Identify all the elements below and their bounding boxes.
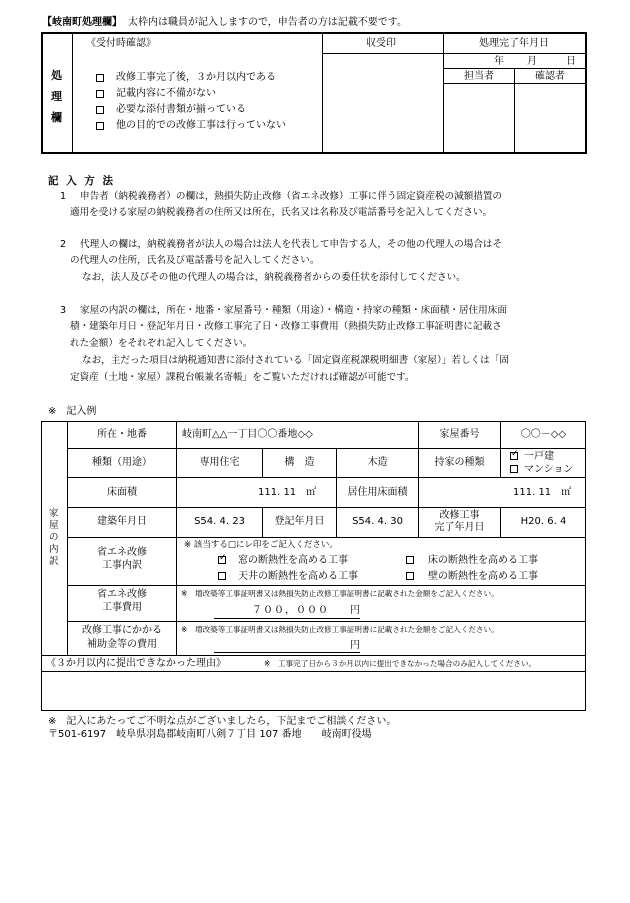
completion-date-label: 処理完了年月日 [479, 38, 549, 49]
ceiling-insulation-label: 天井の断熱性を高める工事 [238, 571, 358, 582]
house-number-value: 〇〇－◇◇ [520, 429, 567, 440]
eco-detail-label-2: 工事内訳 [102, 560, 142, 571]
own-type-condo-checkbox[interactable] [510, 465, 518, 473]
own-type-detached-checkbox[interactable] [510, 452, 518, 460]
eco-cost-value: ７００，０００ [252, 605, 329, 616]
structure-value: 木造 [367, 457, 388, 468]
processing-section-note: 太枠内は職員が記入しますので，申告者の方は記載不要です。 [128, 17, 407, 28]
instruction-2-line-1: 代理人の欄は，納税義務者が法人の場合は法人を代表して申告する人，その他の代理人の場合はそ [80, 239, 503, 250]
registration-date-label: 登記年月日 [274, 516, 325, 527]
ceiling-insulation-checkbox[interactable] [218, 572, 226, 580]
instruction-1-number: 1 [60, 191, 67, 202]
instruction-2-line-2: の代理人の住所，氏名及び電話番号を記入してください。 [70, 255, 320, 266]
wall-insulation-checkbox[interactable] [406, 572, 414, 580]
residential-floor-area-value: 111. 11 ㎡ [513, 487, 572, 498]
house-breakdown-label-4: 内 [49, 544, 59, 555]
eco-cost-note: ※ 増改築等工事証明書又は熱損失防止改修工事証明書に記載された金額をご記入ください。 [181, 589, 499, 598]
completion-date-label-1: 改修工事 [439, 510, 480, 521]
example-title: ※ 記入例 [48, 406, 97, 417]
instruction-3-line-5: 定資産（土地・家屋）課税台帳兼名寄帳」をご覧いただければ確認が可能です。 [70, 372, 415, 383]
instruction-3-number: 3 [60, 305, 67, 316]
late-reason-note: ※ 工事完了日から３か月以内に提出できなかった場合のみ記入してください。 [264, 659, 537, 668]
wall-insulation-label: 壁の断熱性を高める工事 [428, 571, 538, 582]
check-label-1: 改修工事完了後，３か月以内である [116, 72, 276, 83]
subsidy-label-1: 改修工事にかかる [82, 625, 162, 636]
date-month-label: 月 [527, 56, 537, 67]
check-label-3: 必要な添付書類が揃っている [116, 104, 246, 115]
subsidy-yen: 円 [350, 640, 360, 651]
built-date-label: 建築年月日 [97, 516, 147, 527]
floor-area-value: 111. 11 ㎡ [258, 487, 317, 498]
instruction-2-number: 2 [60, 239, 67, 250]
processing-side-label-3: 欄 [51, 111, 62, 124]
type-value: 専用住宅 [199, 457, 240, 468]
registration-date-value: S54. 4. 30 [352, 516, 403, 527]
own-type-label: 持家の種類 [434, 457, 485, 468]
floor-insulation-label: 床の断熱性を高める工事 [428, 555, 538, 566]
eco-detail-note: ※ 該当する□にレ印をご記入ください。 [184, 540, 338, 550]
check-box-3[interactable] [96, 106, 104, 114]
own-type-condo-label: マンション [524, 464, 574, 475]
location-value: 岐南町△△一丁目〇〇番地◇◇ [182, 429, 313, 440]
check-box-4[interactable] [96, 122, 104, 130]
house-breakdown-label-3: の [49, 532, 59, 543]
check-label-4: 他の目的での改修工事は行っていない [116, 120, 286, 131]
house-number-label: 家屋番号 [439, 429, 480, 440]
received-stamp-label: 収受印 [366, 38, 396, 49]
eco-cost-yen: 円 [350, 605, 360, 616]
check-box-1[interactable] [96, 74, 104, 82]
instruction-3-line-2: 積・建築年月日・登記年月日・改修工事完了日・改修工事費用（熱損失防止改修工事証明書に記載さ [70, 321, 502, 332]
own-type-detached-label: 一戸建 [524, 451, 554, 462]
instruction-1-line-1: 申告者（納税義務者）の欄は，熱損失防止改修（省エネ改修）工事に伴う固定資産税の減額措置の [80, 191, 503, 202]
check-label-2: 記載内容に不備がない [116, 88, 216, 99]
location-label: 所在・地番 [97, 429, 147, 440]
processing-section-title: 【岐南町処理欄】 [42, 17, 122, 28]
instruction-3-line-3: れた金額）をそれぞれ記入してください。 [70, 338, 253, 349]
instruction-3-line-4: なお，主だった項目は納税通知書に添付されている「固定資産税課税明細書（家屋）」若しくは「固 [82, 355, 509, 366]
eco-cost-label-2: 工事費用 [102, 602, 142, 613]
floor-insulation-checkbox[interactable] [406, 556, 414, 564]
floor-area-label: 床面積 [107, 487, 137, 498]
date-year-label: 年 [494, 56, 504, 67]
built-date-value: S54. 4. 23 [194, 516, 245, 527]
contact-address: 〒501-6197 岐阜県羽島郡岐南町八剣７丁目 107 番地 岐南町役場 [48, 729, 372, 740]
window-insulation-checkbox[interactable] [218, 556, 226, 564]
late-reason-title: 《３か月以内に提出できなかった理由》 [46, 658, 226, 669]
processing-side-label-2: 理 [51, 90, 62, 103]
late-reason-field[interactable] [43, 673, 585, 710]
instruction-2-line-3: なお，法人及びその他の代理人の場合は，納税義務者からの委任状を添付してください。 [82, 272, 466, 283]
completion-date-label-2: 完了年月日 [434, 522, 485, 533]
completion-date-value: H20. 6. 4 [520, 516, 567, 527]
window-insulation-label: 窓の断熱性を高める工事 [238, 555, 348, 566]
eco-detail-label-1: 省エネ改修 [97, 547, 147, 558]
processing-side-label-1: 処 [51, 69, 62, 82]
subsidy-note: ※ 増改築等工事証明書又は熱損失防止改修工事証明書に記載された金額をご記入ください。 [181, 625, 499, 634]
date-day-label: 日 [566, 56, 576, 67]
house-breakdown-label-2: 屋 [49, 520, 59, 531]
instruction-1-line-2: 適用を受ける家屋の納税義務者の住所又は所在，氏名又は名称及び電話番号を記入してください。 [70, 207, 493, 218]
staff-label: 担当者 [464, 71, 494, 82]
contact-note: ※ 記入にあたってご不明な点がございましたら，下記までご相談ください。 [48, 716, 397, 727]
confirmer-label: 確認者 [535, 71, 565, 82]
eco-cost-label-1: 省エネ改修 [97, 589, 147, 600]
reception-check-title: 《受付時確認》 [86, 38, 156, 49]
check-box-2[interactable] [96, 90, 104, 98]
instructions-title: 記 入 方 法 [48, 175, 115, 187]
residential-floor-area-label: 居住用床面積 [347, 487, 408, 498]
instruction-3-line-1: 家屋の内訳の欄は，所在・地番・家屋番号・種類（用途）・構造・持家の種類・床面積・居住用床面 [80, 305, 507, 316]
subsidy-label-2: 補助金等の費用 [87, 639, 157, 650]
structure-label: 構 造 [284, 457, 315, 468]
house-breakdown-label-5: 訳 [49, 556, 59, 567]
type-label: 種類（用途） [92, 457, 152, 468]
house-breakdown-label-1: 家 [49, 508, 59, 519]
